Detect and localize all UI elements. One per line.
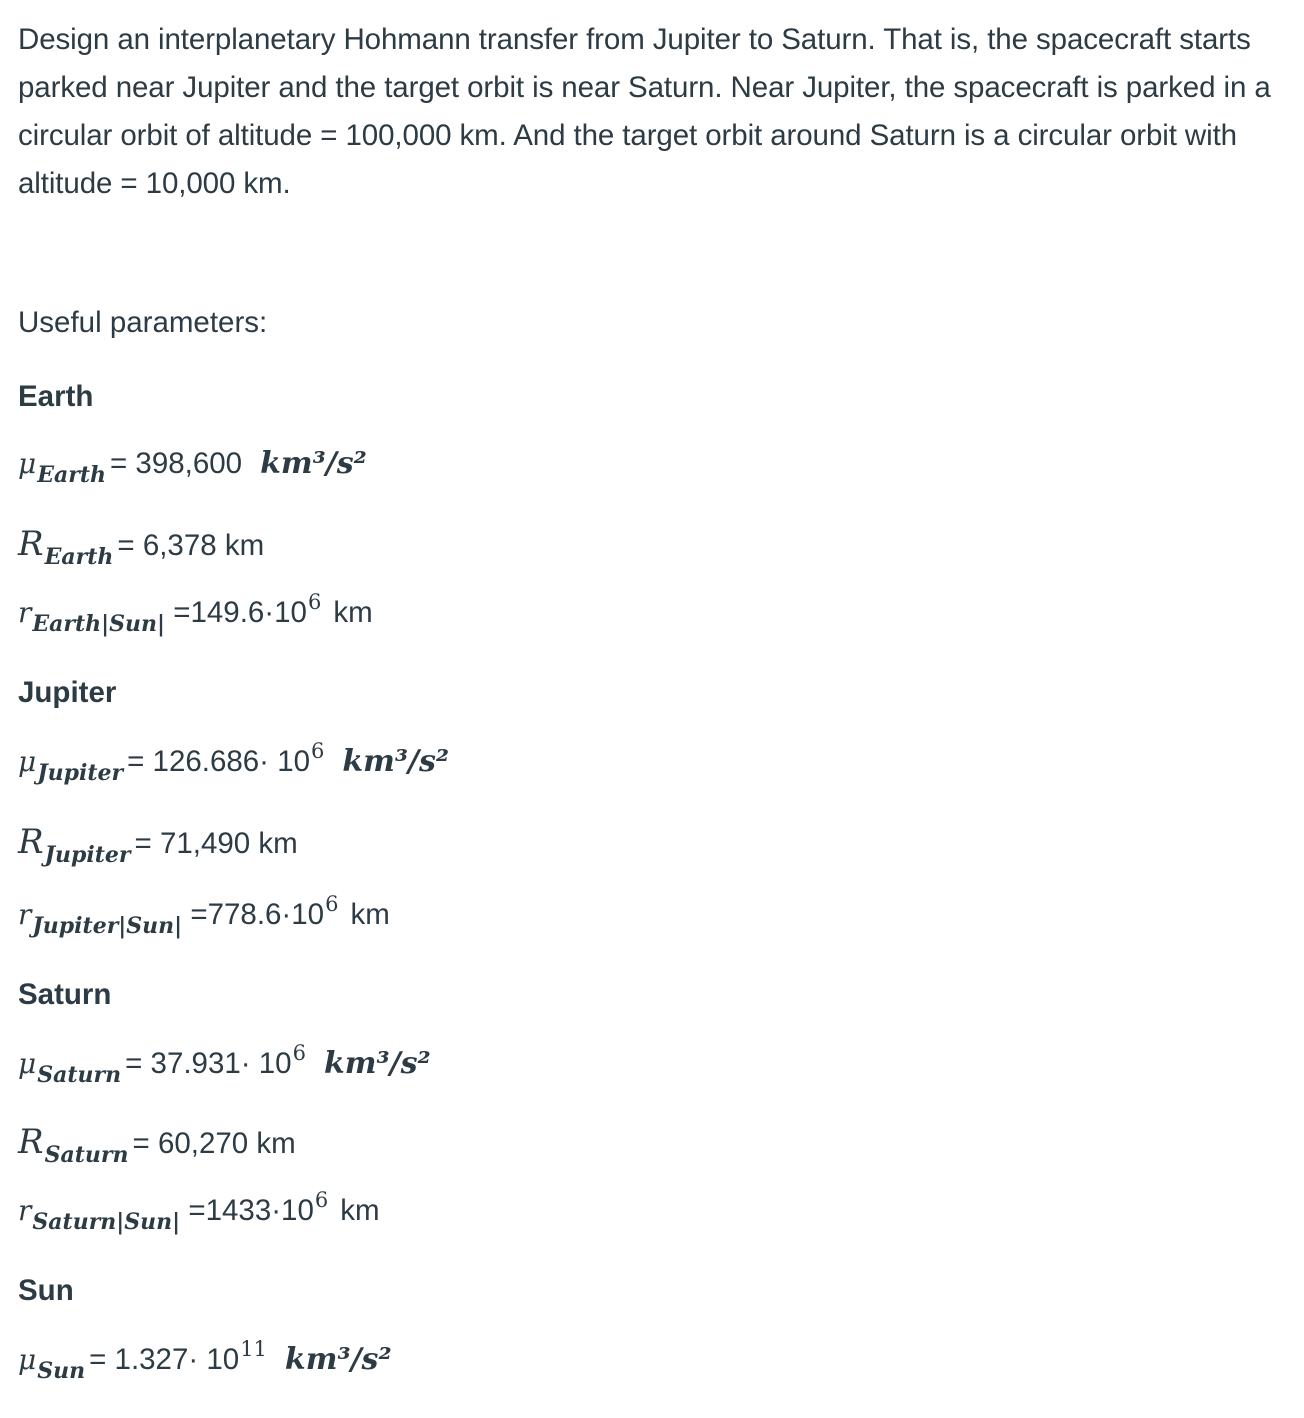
sun-mu-unit: km³/s²: [284, 1342, 392, 1377]
jupiter-distance-subscript: Jupiter|Sun|: [32, 913, 183, 939]
jupiter-distance-unit: km: [350, 898, 390, 931]
saturn-distance-unit: km: [340, 1194, 380, 1227]
radius-symbol: R: [18, 1122, 44, 1162]
jupiter-mu-subscript: Jupiter: [37, 760, 124, 786]
earth-heading: Earth: [18, 380, 94, 413]
earth-mu-value: 398,600: [135, 447, 243, 480]
saturn-mu-subscript: Saturn: [37, 1062, 122, 1088]
equals-sign: =: [134, 827, 152, 860]
jupiter-distance-value: =778.6·10: [190, 898, 325, 931]
mu-symbol: μ: [18, 745, 37, 778]
jupiter-mu-exponent: 6: [311, 739, 325, 763]
equals-sign: =: [89, 1343, 107, 1376]
equals-sign: =: [132, 1127, 150, 1160]
mu-symbol: μ: [18, 447, 37, 480]
equals-sign: =: [127, 745, 145, 778]
sun-mu-subscript: Sun: [37, 1358, 86, 1384]
jupiter-heading: Jupiter: [18, 676, 117, 709]
earth-mu-row: [18, 446, 367, 488]
mu-symbol: μ: [18, 1343, 37, 1376]
jupiter-distance-exponent: 6: [325, 892, 339, 916]
mu-symbol: μ: [18, 1047, 37, 1080]
distance-symbol: r: [18, 596, 32, 629]
saturn-distance-exponent: 6: [314, 1188, 329, 1212]
radius-symbol: R: [18, 524, 44, 564]
equals-sign: =: [125, 1047, 143, 1080]
earth-mu-subscript: Earth: [37, 462, 106, 488]
problem-statement: Design an interplanetary Hohmann transfer from Jupiter to Saturn. That is, the spacecraft starts parked near Jupiter and the target orbit is near Saturn. Near Jupiter, the spacecraft is parked in a circular orbit of altitude = 100,000 km. And the target orbit around Saturn is a circular orbit with altitude = 10,000 km.: [18, 23, 1271, 200]
earth-radius-subscript: Earth: [44, 544, 114, 570]
earth-distance-value: =149.6·10: [173, 596, 307, 629]
sun-mu-value: 1.327· 10: [114, 1343, 240, 1376]
jupiter-radius-subscript: Jupiter: [44, 842, 131, 868]
jupiter-radius-row: [18, 822, 298, 868]
saturn-distance-subscript: Saturn|Sun|: [32, 1209, 181, 1235]
saturn-radius-subscript: Saturn: [44, 1142, 129, 1168]
sun-heading: Sun: [18, 1274, 74, 1307]
jupiter-mu-value: 126.686· 10: [152, 745, 311, 778]
jupiter-distance-row: [18, 892, 390, 939]
equals-sign: =: [117, 529, 135, 562]
saturn-mu-row: [18, 1041, 431, 1088]
saturn-mu-unit: km³/s²: [323, 1046, 431, 1081]
jupiter-mu-row: [18, 739, 450, 786]
sun-mu-row: [18, 1337, 392, 1384]
earth-distance-unit: km: [333, 596, 373, 629]
saturn-distance-value: =1433·10: [188, 1194, 314, 1227]
saturn-radius-value: 60,270 km: [157, 1127, 296, 1160]
jupiter-mu-unit: km³/s²: [342, 744, 450, 779]
earth-distance-row: [18, 590, 373, 637]
saturn-mu-exponent: 6: [292, 1041, 306, 1065]
saturn-radius-row: [18, 1122, 296, 1168]
earth-distance-subscript: Earth|Sun|: [32, 611, 166, 637]
equals-sign: =: [109, 447, 128, 480]
earth-mu-unit: km³/s²: [260, 446, 367, 481]
saturn-distance-row: [18, 1188, 380, 1235]
radius-symbol: R: [18, 822, 44, 862]
saturn-mu-value: 37.931· 10: [150, 1047, 292, 1080]
sun-mu-exponent: 11: [240, 1337, 267, 1361]
jupiter-radius-value: 71,490 km: [159, 827, 298, 860]
useful-parameters-label: Useful parameters:: [18, 306, 268, 339]
earth-radius-row: [18, 524, 265, 570]
distance-symbol: r: [18, 1194, 32, 1227]
saturn-heading: Saturn: [18, 978, 112, 1011]
earth-radius-value: 6,378 km: [142, 529, 265, 562]
earth-distance-exponent: 6: [307, 590, 322, 614]
distance-symbol: r: [18, 898, 32, 931]
